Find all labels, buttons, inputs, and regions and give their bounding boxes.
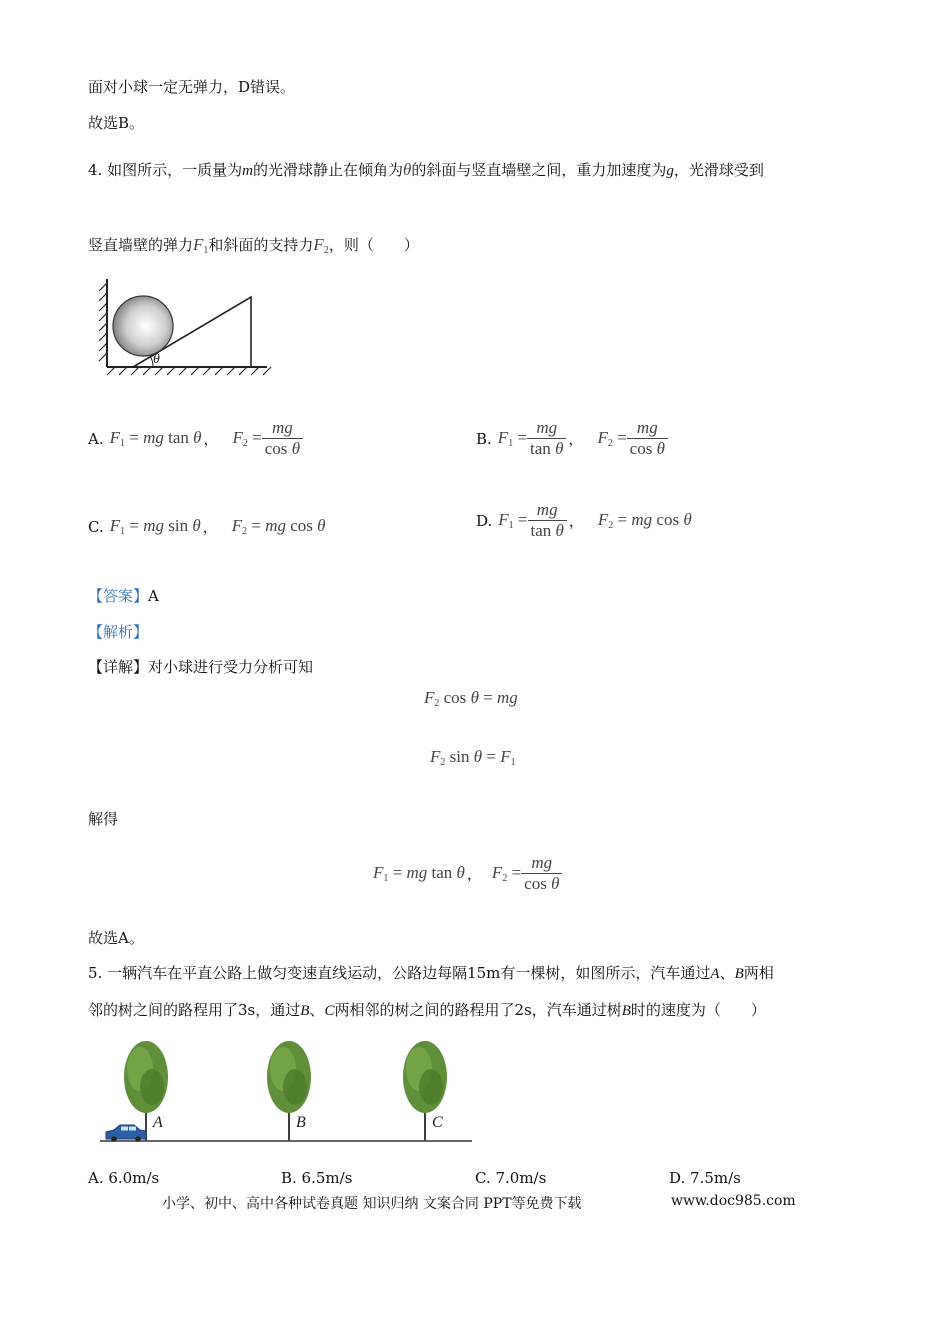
q5-option-c[interactable]: C. 7.0m/s (475, 1169, 547, 1187)
solve-label: 解得 (88, 810, 119, 828)
answer-value: A (148, 587, 159, 605)
text-line-2: 故选B。 (88, 114, 145, 132)
footer-url[interactable]: www.doc985.com (671, 1193, 796, 1209)
detail-tag: 【详解】 (88, 658, 149, 676)
ball (113, 296, 173, 356)
q5-option-b[interactable]: B. 6.5m/s (281, 1169, 353, 1187)
q4-option-b[interactable]: B. $F_1$ = $\frac{mg}{\text{tan θ}}$ ， $F_2$ = $\frac{mg}{\text{cos θ}}$ (476, 418, 668, 459)
answer-line (88, 585, 159, 606)
equation-2: $F_2$ $\sin \theta = F_1$ (430, 747, 516, 768)
car (106, 1125, 146, 1142)
angle-label: θ (153, 352, 160, 367)
q4-option-d[interactable]: D. $F_1$ = $\frac{mg}{\text{tan θ}}$ ， $F_2$ = mg cos θ (476, 500, 692, 540)
tree-label-c: C (432, 1114, 443, 1131)
q4-stem-line-1: 4. 如图所示，一质量为m的光滑球静止在倾角为θ的斜面与竖直墙壁之间，重力加速度为g，光滑球受到 (88, 160, 764, 179)
analysis-tag: 【解析】 (88, 623, 149, 641)
ground-hatch (107, 367, 271, 375)
q5-stem-line-1: 5. 一辆汽车在平直公路上做匀变速直线运动，公路边每隔15m有一棵树，如图所示，汽车通过A、B两相 (88, 964, 774, 982)
equation-1: $F_2$ cos θ = mg (424, 688, 518, 709)
q4-option-c[interactable]: C. $F_1$ = mg sin θ ， $F_2$ = mg cos θ (88, 516, 326, 537)
answer-tag: 【答案】 (88, 587, 149, 605)
q5-option-a[interactable]: A. 6.0m/s (88, 1169, 160, 1187)
q4-option-a[interactable]: A. $F_1$ = mg tan θ ， $F_2$ = $\frac{mg}{\text{cos θ}}$ (88, 418, 303, 459)
detail-line: 【详解】对小球进行受力分析可知 (88, 658, 314, 676)
equation-result: $F_1$ = mg tan θ ， $F_2$ = $\frac{mg}{\text{cos θ}}$ (373, 853, 562, 894)
ball-incline-figure (95, 275, 275, 380)
conclusion: 故选A。 (88, 929, 144, 947)
trees-road-figure (100, 1035, 475, 1147)
tree-label-b: B (296, 1114, 306, 1131)
q5-stem-line-2: 邻的树之间的路程用了3s，通过B、C两相邻的树之间的路程用了2s，汽车通过树B时的速度为（ ） (88, 1001, 766, 1019)
text-line-1: 面对小球一定无弹力，D错误。 (88, 78, 296, 96)
wall-hatch (99, 283, 107, 361)
footer-text: 小学、初中、高中各种试卷真题 知识归纳 文案合同 PPT等免费下载 (162, 1196, 582, 1212)
q5-option-d[interactable]: D. 7.5m/s (669, 1169, 741, 1187)
q4-stem-line-2: 竖直墙壁的弹力$F_1$和斜面的支持力$F_2$，则（ ） (88, 235, 419, 256)
tree-label-a: A (153, 1114, 163, 1131)
